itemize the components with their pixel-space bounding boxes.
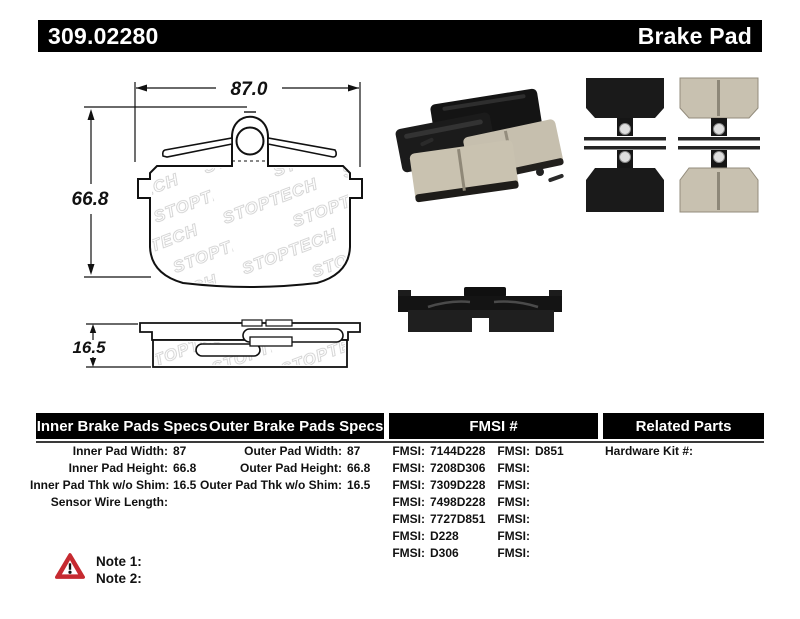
fmsi-label: FMSI: <box>497 545 530 560</box>
fmsi-row <box>497 476 564 493</box>
fmsi-row <box>392 493 485 510</box>
fmsi-value: 7208D306 <box>430 460 486 475</box>
fmsi-label: FMSI: <box>392 443 425 458</box>
spec-value: 66.8 <box>347 460 371 475</box>
fmsi-label: FMSI: <box>392 528 425 543</box>
fmsi-row <box>497 459 564 476</box>
related-parts-header: Related Parts <box>635 417 732 435</box>
spec-row <box>30 493 196 510</box>
fmsi-row <box>497 544 564 561</box>
spec-label: Outer Pad Height: <box>239 460 342 475</box>
fmsi-row <box>497 527 564 544</box>
fmsi-label: FMSI: <box>392 494 425 509</box>
thickness-dimension-label: 16.5 <box>72 338 106 357</box>
fmsi-label: FMSI: <box>497 443 530 458</box>
fmsi-label: FMSI: <box>392 511 425 526</box>
spec-value: 16.5 <box>347 477 371 492</box>
note-2: Note 2: <box>96 571 142 586</box>
spec-label: Inner Pad Height: <box>68 460 168 475</box>
related-parts-column <box>605 442 698 459</box>
product-photos <box>380 60 780 350</box>
fmsi-value: 7309D228 <box>430 477 486 492</box>
spec-label: Inner Pad Width: <box>72 443 168 458</box>
spec-row <box>30 476 196 493</box>
fmsi-row <box>497 493 564 510</box>
outer-specs-column <box>200 442 370 493</box>
outer-specs-header: Outer Brake Pads Specs <box>209 417 384 435</box>
front-view-pad <box>138 112 362 287</box>
spec-value: 87 <box>173 443 187 458</box>
fmsi-row <box>497 442 564 459</box>
inner-specs-header: Inner Brake Pads Specs <box>36 417 208 435</box>
related-parts-header-bar <box>603 413 764 439</box>
fmsi-value: D228 <box>430 528 459 543</box>
fmsi-row <box>392 442 485 459</box>
product-type: Brake Pad <box>637 22 752 49</box>
spec-label: Outer Pad Thk w/o Shim: <box>200 477 343 492</box>
pad-clip-center <box>250 337 292 346</box>
fmsi-header: FMSI # <box>469 417 518 435</box>
photo-pad-side-view <box>398 287 562 332</box>
pad-tab-hole <box>237 128 264 155</box>
side-view-pad <box>140 320 360 367</box>
pad-face-watermark <box>152 168 348 285</box>
photo-pad-set-flat <box>584 78 760 212</box>
fmsi-label: FMSI: <box>497 477 530 492</box>
related-part-label: Hardware Kit #: <box>605 443 694 458</box>
fmsi-row <box>392 476 485 493</box>
related-part-row <box>605 442 698 459</box>
fmsi-label: FMSI: <box>497 460 530 475</box>
fmsi-row <box>497 510 564 527</box>
technical-drawing <box>40 60 380 390</box>
fmsi-label: FMSI: <box>497 494 530 509</box>
fmsi-row <box>392 527 485 544</box>
fmsi-column-left <box>392 442 485 561</box>
hardware-pin <box>536 168 544 176</box>
spec-row <box>30 442 196 459</box>
fmsi-label: FMSI: <box>497 528 530 543</box>
left-wing <box>163 138 232 157</box>
spec-label: Inner Pad Thk w/o Shim: <box>30 477 170 492</box>
spec-row <box>200 476 370 493</box>
spec-row <box>30 459 196 476</box>
spec-label: Sensor Wire Length: <box>50 494 168 509</box>
fmsi-row <box>392 510 485 527</box>
fmsi-value: 7144D228 <box>430 443 486 458</box>
title-bar <box>38 20 762 52</box>
spec-label: Outer Pad Width: <box>244 443 342 458</box>
fmsi-label: FMSI: <box>392 545 425 560</box>
width-dimension-label: 87.0 <box>230 79 268 100</box>
warning-triangle-icon <box>55 552 85 580</box>
note-1: Note 1: <box>96 554 142 569</box>
spec-row <box>200 459 370 476</box>
fmsi-label: FMSI: <box>392 477 425 492</box>
fmsi-header-bar <box>389 413 598 439</box>
height-dimension-label: 66.8 <box>71 189 109 210</box>
inner-specs-column <box>30 442 196 510</box>
specs-header-bar <box>36 413 384 439</box>
fmsi-row <box>392 544 485 561</box>
fmsi-value: D851 <box>535 443 564 458</box>
fmsi-label: FMSI: <box>392 460 425 475</box>
fmsi-label: FMSI: <box>497 511 530 526</box>
photo-pad-set-angled <box>395 88 564 202</box>
spec-row <box>200 442 370 459</box>
fmsi-value: 7498D228 <box>430 494 486 509</box>
fmsi-value: D306 <box>430 545 459 560</box>
fmsi-row <box>392 459 485 476</box>
part-number: 309.02280 <box>48 22 159 49</box>
spec-value: 66.8 <box>173 460 197 475</box>
fmsi-value: 7727D851 <box>430 511 486 526</box>
fmsi-column-right <box>497 442 564 561</box>
spec-value: 16.5 <box>173 477 197 492</box>
spec-value: 87 <box>347 443 361 458</box>
right-wing <box>268 138 336 157</box>
